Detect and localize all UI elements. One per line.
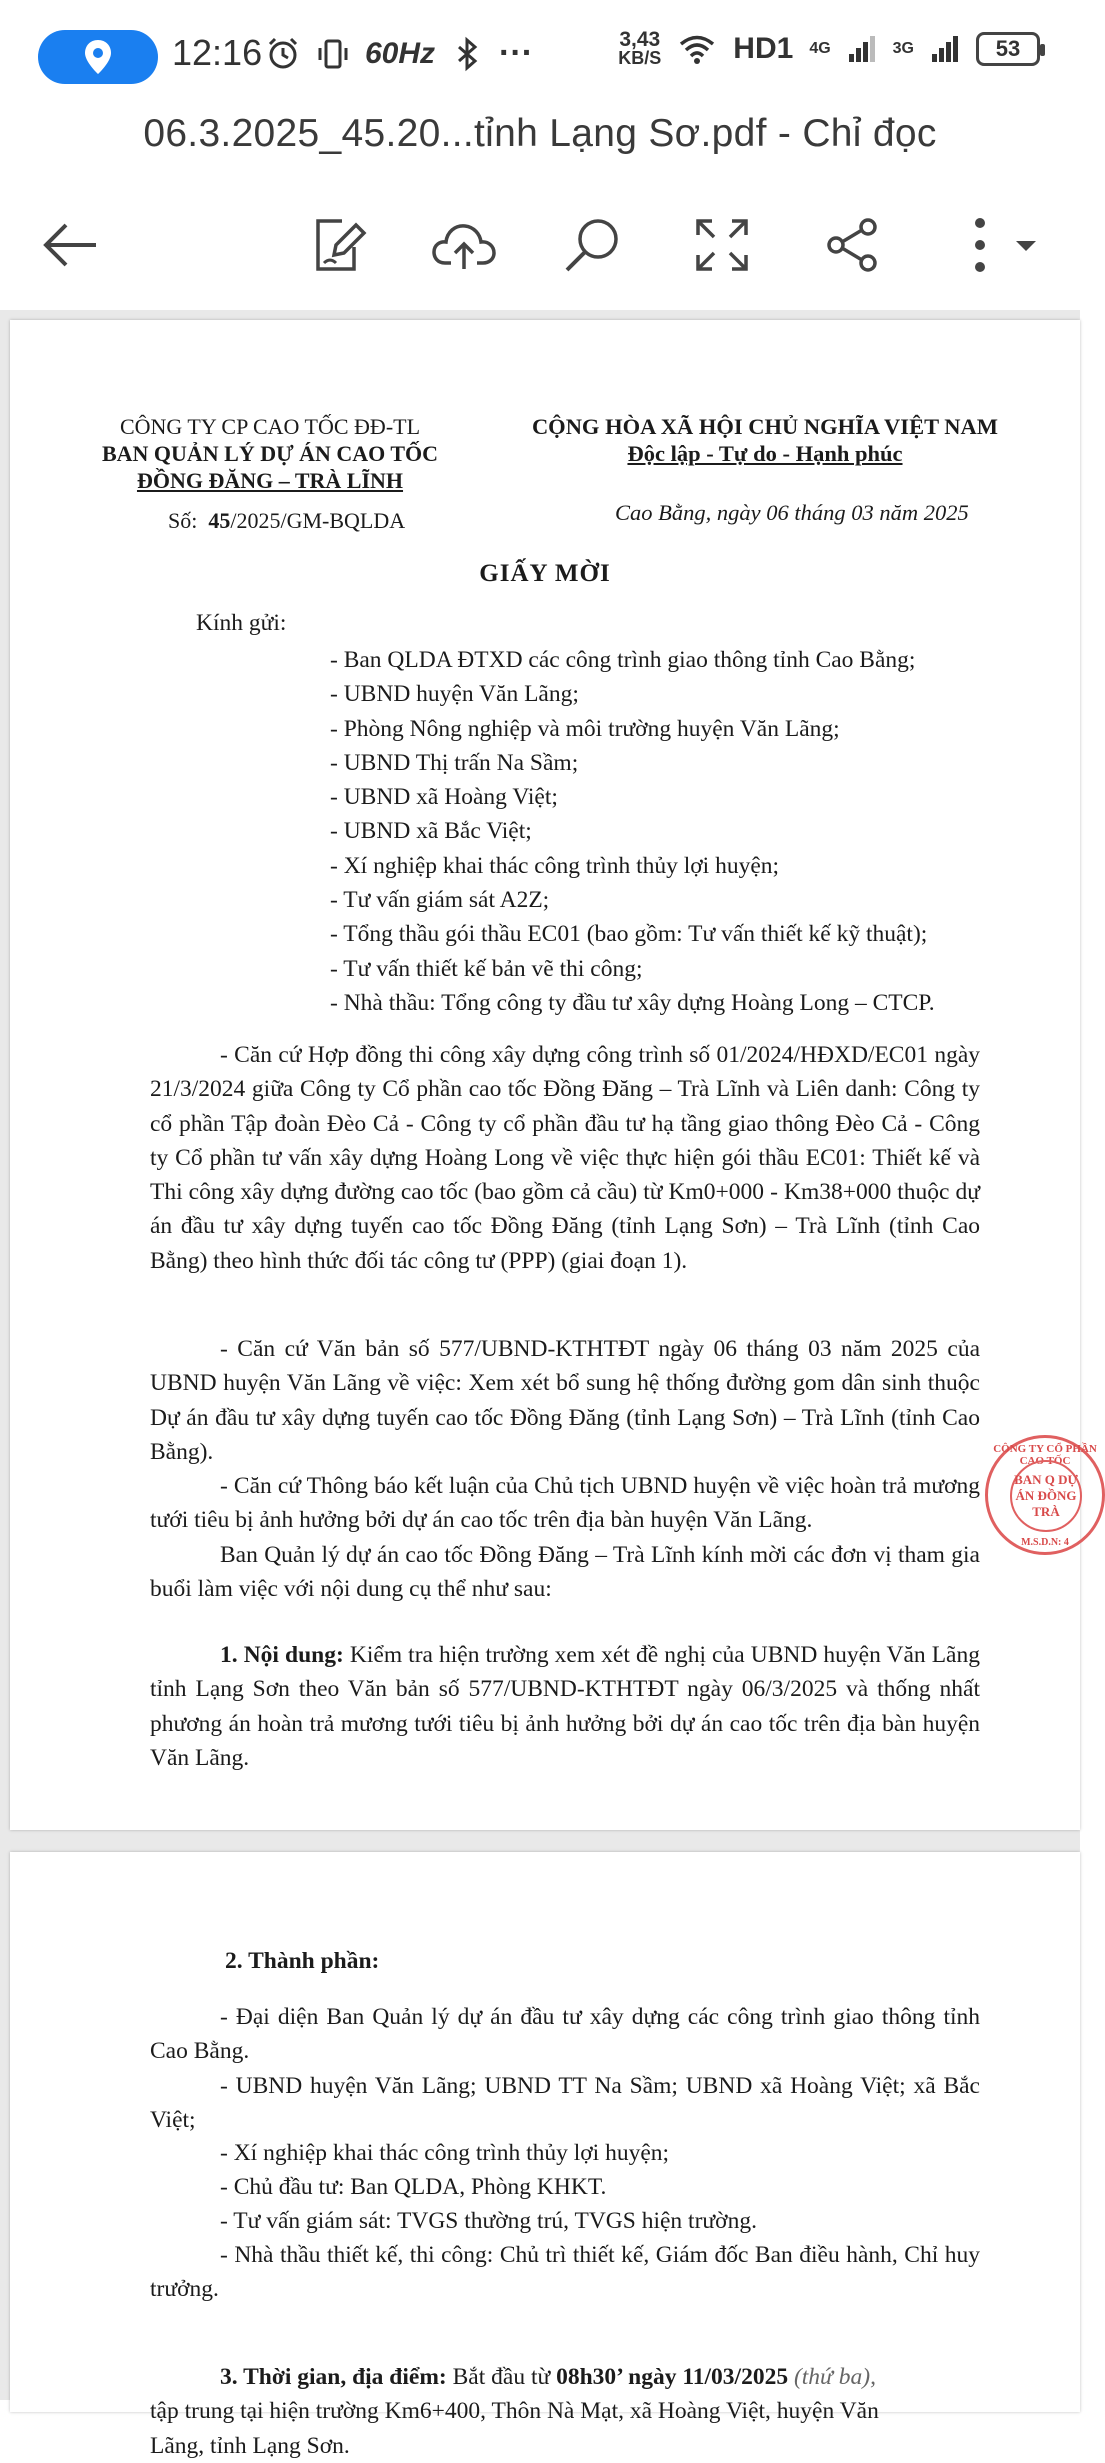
wifi-icon bbox=[677, 31, 717, 67]
paragraph-invitation: Ban Quản lý dự án cao tốc Đồng Đăng – Trà Lĩnh kính mời các đơn vị tham gia buổi làm việc với nội dung cụ thể như sau: bbox=[150, 1542, 980, 1603]
battery-indicator: 53 bbox=[976, 32, 1040, 66]
document-date: Cao Bằng, ngày 06 tháng 03 năm 2025 bbox=[615, 500, 969, 525]
pdf-page-2 bbox=[10, 1852, 1080, 2459]
clock: 12:16 bbox=[172, 32, 263, 73]
location-pin-icon bbox=[80, 38, 116, 76]
participant-item: - Xí nghiệp khai thác công trình thủy lợi huyện; bbox=[220, 2140, 670, 2166]
participant-item: - Nhà thầu thiết kế, thi công: Chủ trì thiết kế, Giám đốc Ban điều hành, Chỉ huy trưởng. bbox=[150, 2242, 980, 2303]
upload-button[interactable] bbox=[424, 205, 504, 285]
section-participants-title: 2. Thành phần: bbox=[225, 1948, 380, 1974]
recipient-item: - UBND xã Bắc Việt; bbox=[330, 818, 532, 845]
recipient-item: - Tư vấn thiết kế bản vẽ thi công; bbox=[330, 955, 643, 982]
toolbar bbox=[0, 195, 1080, 305]
greeting: Kính gửi: bbox=[196, 610, 287, 636]
recipient-item: - Ban QLDA ĐTXD các công trình giao thông tỉnh Cao Bằng; bbox=[330, 647, 916, 673]
signal-icon-2 bbox=[930, 34, 960, 64]
edit-icon bbox=[308, 215, 368, 275]
recipient-item: - Tổng thầu gói thầu EC01 (bao gồm: Tư vấn thiết kế kỹ thuật); bbox=[330, 921, 928, 948]
document-title: 06.3.2025_45.20...tỉnh Lạng Sơ.pdf - Chỉ đọc bbox=[143, 112, 937, 155]
official-stamp: CÔNG TY CỔ PHẦN CAO TỐC BAN Q DỰ ÁN ĐỒNG TRÀ M.S.D.N: 4 bbox=[985, 1435, 1105, 1555]
search-button[interactable] bbox=[552, 205, 632, 285]
fullscreen-icon bbox=[694, 217, 750, 273]
pdf-page-1 bbox=[10, 320, 1080, 1830]
section-content: 1. Nội dung: Kiểm tra hiện trường xem xét đề nghị của UBND huyện Văn Lãng tỉnh Lạng Sơn theo Văn bản số 577/UBND-KTHTĐT ngày 06/3/2025 và thống nhất phương án hoàn trả mương tưới tiêu bị ảnh hưởng bởi dự án cao tốc trên địa bàn huyện Văn Lãng. bbox=[150, 1642, 980, 1771]
signal-icon bbox=[847, 34, 877, 64]
network-type: HD1 bbox=[733, 32, 794, 65]
document-heading: GIẤY MỜI bbox=[479, 560, 611, 587]
edit-button[interactable] bbox=[298, 205, 378, 285]
alarm-icon bbox=[265, 36, 301, 72]
participant-item: - Chủ đầu tư: Ban QLDA, Phòng KHKT. bbox=[220, 2174, 607, 2200]
search-icon bbox=[562, 215, 622, 275]
participant-item: - Đại diện Ban Quản lý dự án đầu tư xây dựng các công trình giao thông tỉnh Cao Bằng. bbox=[150, 2004, 980, 2065]
recipient-item: - UBND xã Hoàng Việt; bbox=[330, 784, 558, 811]
refresh-rate: 60Hz bbox=[365, 36, 436, 70]
recipient-item: - Phòng Nông nghiệp và môi trường huyện Văn Lãng; bbox=[330, 715, 840, 742]
more-icon bbox=[950, 215, 1040, 275]
participant-item: - Tư vấn giám sát: TVGS thường trú, TVGS hiện trường. bbox=[220, 2208, 757, 2234]
more-options-button[interactable] bbox=[945, 205, 1045, 285]
recipient-item: - Xí nghiệp khai thác công trình thủy lợi huyện; bbox=[330, 852, 780, 879]
document-number: Số: 45/2025/GM-BQLDA bbox=[168, 508, 406, 533]
paragraph-contract-basis: - Căn cứ Hợp đồng thi công xây dựng công trình số 01/2024/HĐXD/EC01 ngày 21/3/2024 giữa Công ty Cổ phần cao tốc Đồng Đăng – Trà Lĩnh và Liên danh: Công ty cổ phần Tập đoàn Đèo Cả - Công ty cổ phần đầu tư hạ tầng giao thông Đèo Cả - Công ty Cổ phần tư vấn xây dựng Hoàng Long về việc thực hiện gói thầu EC01: Thiết kế và Thi công xây dựng đường cao tốc (bao gồm cả cầu) từ Km0+000 - Km38+000 thuộc dự án đầu tư xây dựng tuyến cao tốc Đồng Đăng (tỉnh Lạng Sơn) – Trà Lĩnh (tỉnh Cao Bằng) theo hình thức đối tác công tư (PPP) (giai đoạn 1). bbox=[150, 1042, 980, 1274]
fullscreen-button[interactable] bbox=[682, 205, 762, 285]
recipient-list bbox=[330, 643, 935, 1020]
recipient-item: - UBND Thị trấn Na Sầm; bbox=[330, 749, 579, 776]
recipient-item: - UBND huyện Văn Lãng; bbox=[330, 681, 579, 708]
document-viewer[interactable] bbox=[0, 310, 1097, 2459]
location-indicator[interactable] bbox=[38, 30, 158, 84]
issuing-organization: CÔNG TY CP CAO TỐC ĐĐ-TL BAN QUẢN LÝ DỰ ÁN CAO TỐC ĐỒNG ĐĂNG – TRÀ LĨNH bbox=[101, 414, 439, 493]
paragraph-document-basis: - Căn cứ Văn bản số 577/UBND-KTHTĐT ngày 06 tháng 03 năm 2025 của UBND huyện Văn Lãng về việc: Xem xét bổ sung hệ thống đường gom dân sinh thuộc Dự án đầu tư xây dựng tuyến cao tốc Đồng Đăng (tỉnh Lạng Sơn) – Trà Lĩnh (tỉnh Cao Bằng). bbox=[150, 1336, 980, 1465]
status-bar: 12:16 60Hz ··· 3,43 KB/S HD1 4G 3G 53 bbox=[0, 0, 1080, 112]
recipient-item: - Nhà thầu: Tổng công ty đầu tư xây dựng Hoàng Long – CTCP. bbox=[330, 989, 935, 1016]
bluetooth-icon bbox=[449, 36, 485, 72]
back-icon bbox=[40, 220, 100, 270]
section-time-place: 3. Thời gian, địa điểm: Bắt đầu từ 08h30’ ngày 11/03/2025 (thứ ba), tập trung tại hiện trường Km6+400, Thôn Nà Mạt, xã Hoàng Việt, huyện Văn Lãng, tỉnh Lạng Sơn. bbox=[150, 2364, 879, 2459]
national-header: CỘNG HÒA XÃ HỘI CHỦ NGHĨA VIỆT NAM Độc lập - Tự do - Hạnh phúc bbox=[531, 414, 999, 466]
paragraph-conclusion-basis: - Căn cứ Thông báo kết luận của Chủ tịch UBND huyện về việc hoàn trả mương tưới tiêu bị ảnh hưởng bởi dự án cao tốc trên địa bàn huyện Văn Lãng. bbox=[150, 1473, 980, 1534]
participant-item: - UBND huyện Văn Lãng; UBND TT Na Sầm; UBND xã Hoàng Việt; xã Bắc Việt; bbox=[150, 2073, 980, 2134]
more-notifications: ··· bbox=[499, 34, 534, 72]
vibrate-icon bbox=[315, 36, 351, 72]
cloud-upload-icon bbox=[431, 217, 497, 273]
recipient-item: - Tư vấn giám sát A2Z; bbox=[330, 887, 550, 914]
net-speed: 3,43 KB/S bbox=[618, 28, 662, 68]
back-button[interactable] bbox=[30, 205, 110, 285]
share-button[interactable] bbox=[812, 205, 892, 285]
share-icon bbox=[824, 217, 880, 273]
